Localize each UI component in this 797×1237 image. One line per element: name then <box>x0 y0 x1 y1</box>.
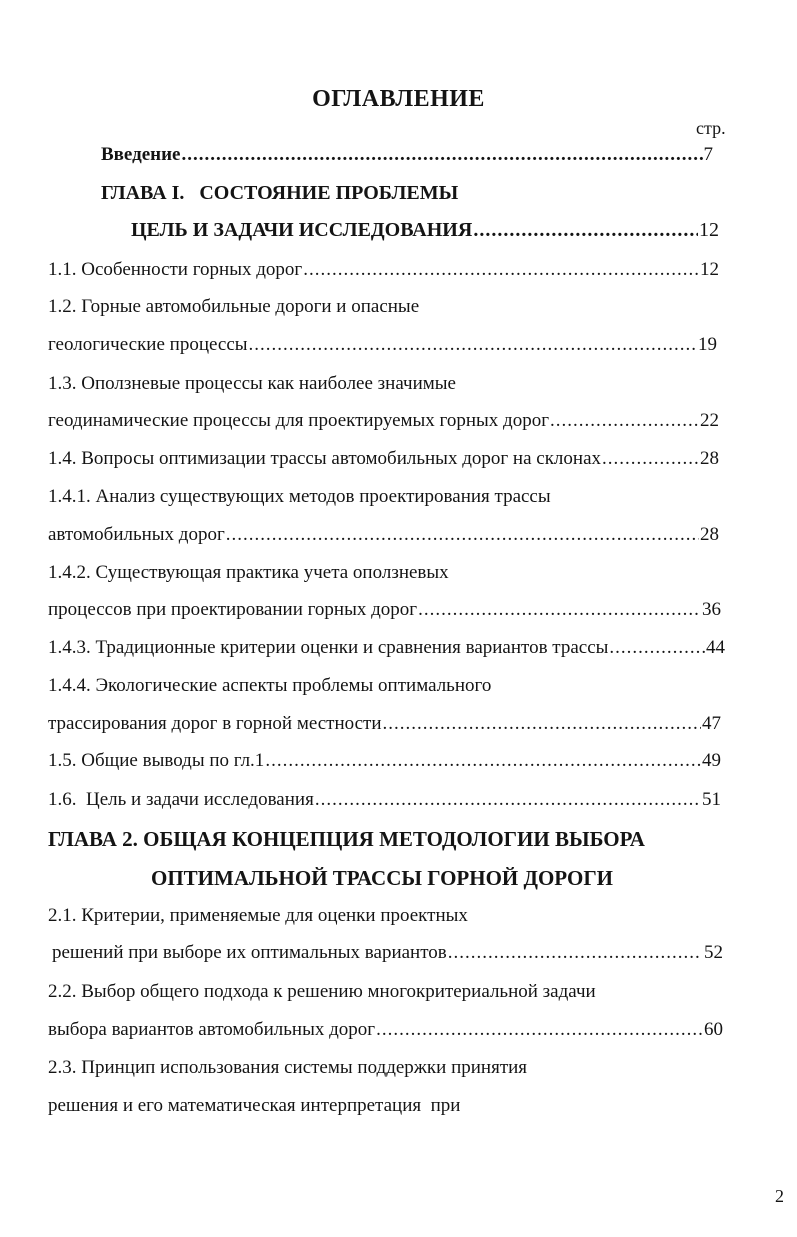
dot-leader <box>376 1018 703 1042</box>
toc-entry-1-4-2-cont[interactable] <box>48 598 721 622</box>
toc-entry-text: выбора вариантов автомобильных дорог <box>48 1019 376 1040</box>
toc-entry-page: 12 <box>700 259 719 280</box>
toc-entry-text: 1.4. Вопросы оптимизации трассы автомобильных дорог на склонах <box>48 448 602 469</box>
dot-leader <box>315 788 701 812</box>
toc-entry-page: 47 <box>702 713 721 734</box>
dot-leader <box>226 523 699 547</box>
dot-leader <box>602 447 699 471</box>
toc-entry-2-3-cont[interactable] <box>48 1094 460 1118</box>
toc-entry-1-3-cont[interactable] <box>48 409 719 433</box>
toc-entry-page: 28 <box>700 524 719 545</box>
toc-entry-page: 7 <box>703 144 713 165</box>
toc-chapter-2-heading[interactable] <box>48 826 645 852</box>
dot-leader <box>383 712 701 736</box>
toc-entry-text: 1.3. Оползневые процессы как наиболее значимые <box>48 373 456 394</box>
page-title: ОГЛАВЛЕНИЕ <box>312 86 485 112</box>
toc-entry-text: 2.1. Критерии, применяемые для оценки проектных <box>48 905 468 926</box>
toc-entry-1-4-4[interactable] <box>48 674 491 698</box>
toc-entry-page: 19 <box>698 334 717 355</box>
toc-entry-1-4-2[interactable] <box>48 561 449 585</box>
toc-entry-1-4[interactable] <box>48 447 719 471</box>
toc-entry-text: 2.3. Принцип использования системы поддержки принятия <box>48 1057 528 1078</box>
toc-entry-page: 28 <box>700 448 719 469</box>
toc-entry-1-4-1[interactable] <box>48 485 551 509</box>
toc-entry-text: решения и его математическая интерпретация при <box>48 1095 461 1116</box>
toc-entry-text: 1.6. Цель и задачи исследования <box>48 789 314 810</box>
dot-leader <box>473 218 698 242</box>
dot-leader <box>448 941 699 965</box>
toc-entry-text: геологические процессы <box>48 334 248 355</box>
toc-entry-text: геодинамические процессы для проектируемых горных дорог <box>48 410 550 431</box>
toc-entry-text: Введение <box>101 144 181 165</box>
toc-entry-text: 1.4.1. Анализ существующих методов проектирования трассы <box>48 486 551 507</box>
toc-entry-page: 49 <box>702 750 721 771</box>
toc-entry-introduction[interactable] <box>101 143 713 167</box>
toc-entry-text: 1.2. Горные автомобильные дороги и опасные <box>48 296 420 317</box>
toc-entry-text: ЦЕЛЬ И ЗАДАЧИ ИССЛЕДОВАНИЯ <box>131 219 473 241</box>
toc-entry-1-4-1-cont[interactable] <box>48 523 719 547</box>
page-column-label: стр. <box>696 118 726 138</box>
toc-entry-text: ГЛАВА I. СОСТОЯНИЕ ПРОБЛЕМЫ <box>101 182 459 204</box>
toc-entry-page: 44 <box>706 637 725 658</box>
toc-entry-1-4-3[interactable] <box>48 636 725 660</box>
toc-entry-text: процессов при проектировании горных дорог <box>48 599 418 620</box>
toc-entry-page: 52 <box>704 942 723 963</box>
toc-entry-1-5[interactable] <box>48 749 721 773</box>
toc-entry-text: 2.2. Выбор общего подхода к решению многокритериальной задачи <box>48 981 596 1002</box>
toc-entry-text: 1.5. Общие выводы по гл.1 <box>48 750 265 771</box>
toc-entry-2-3[interactable] <box>48 1056 527 1080</box>
toc-entry-text: 1.4.2. Существующая практика учета оползневых <box>48 562 449 583</box>
toc-entry-page: 51 <box>702 789 721 810</box>
toc-entry-1-2-cont[interactable] <box>48 333 717 357</box>
dot-leader <box>303 258 699 282</box>
toc-entry-2-2-cont[interactable] <box>48 1018 723 1042</box>
toc-entry-text: трассирования дорог в горной местности <box>48 713 382 734</box>
toc-entry-2-1[interactable] <box>48 904 468 928</box>
toc-entry-page: 22 <box>700 410 719 431</box>
toc-entry-page: 60 <box>704 1019 723 1040</box>
toc-entry-2-1-cont[interactable] <box>52 941 723 965</box>
dot-leader <box>182 143 703 167</box>
toc-entry-1-6[interactable] <box>48 788 721 812</box>
page-number: 2 <box>775 1186 784 1206</box>
toc-entry-1-1[interactable] <box>48 258 719 282</box>
toc-entry-text: 1.1. Особенности горных дорог <box>48 259 303 280</box>
toc-entry-text: решений при выборе их оптимальных вариантов <box>52 942 447 963</box>
dot-leader <box>249 333 697 357</box>
toc-chapter-1-subheading[interactable] <box>131 218 719 242</box>
toc-entry-1-2[interactable] <box>48 295 419 319</box>
toc-entry-page: 12 <box>699 219 719 241</box>
toc-entry-1-3[interactable] <box>48 372 456 396</box>
toc-entry-text: ГЛАВА 2. ОБЩАЯ КОНЦЕПЦИЯ МЕТОДОЛОГИИ ВЫБОРА <box>48 827 645 851</box>
toc-entry-2-2[interactable] <box>48 980 596 1004</box>
toc-chapter-1-heading[interactable] <box>101 180 458 206</box>
dot-leader <box>550 409 699 433</box>
dot-leader <box>265 749 701 773</box>
toc-entry-text: автомобильных дорог <box>48 524 225 545</box>
toc-chapter-2-subheading[interactable] <box>151 865 613 891</box>
toc-entry-page: 36 <box>702 599 721 620</box>
toc-entry-text: 1.4.4. Экологические аспекты проблемы оптимального <box>48 675 492 696</box>
toc-entry-text: 1.4.3. Традиционные критерии оценки и сравнения вариантов трассы <box>48 637 609 658</box>
toc-entry-1-4-4-cont[interactable] <box>48 712 721 736</box>
dot-leader <box>609 636 705 660</box>
toc-entry-text: ОПТИМАЛЬНОЙ ТРАССЫ ГОРНОЙ ДОРОГИ <box>151 866 614 890</box>
dot-leader <box>418 598 701 622</box>
